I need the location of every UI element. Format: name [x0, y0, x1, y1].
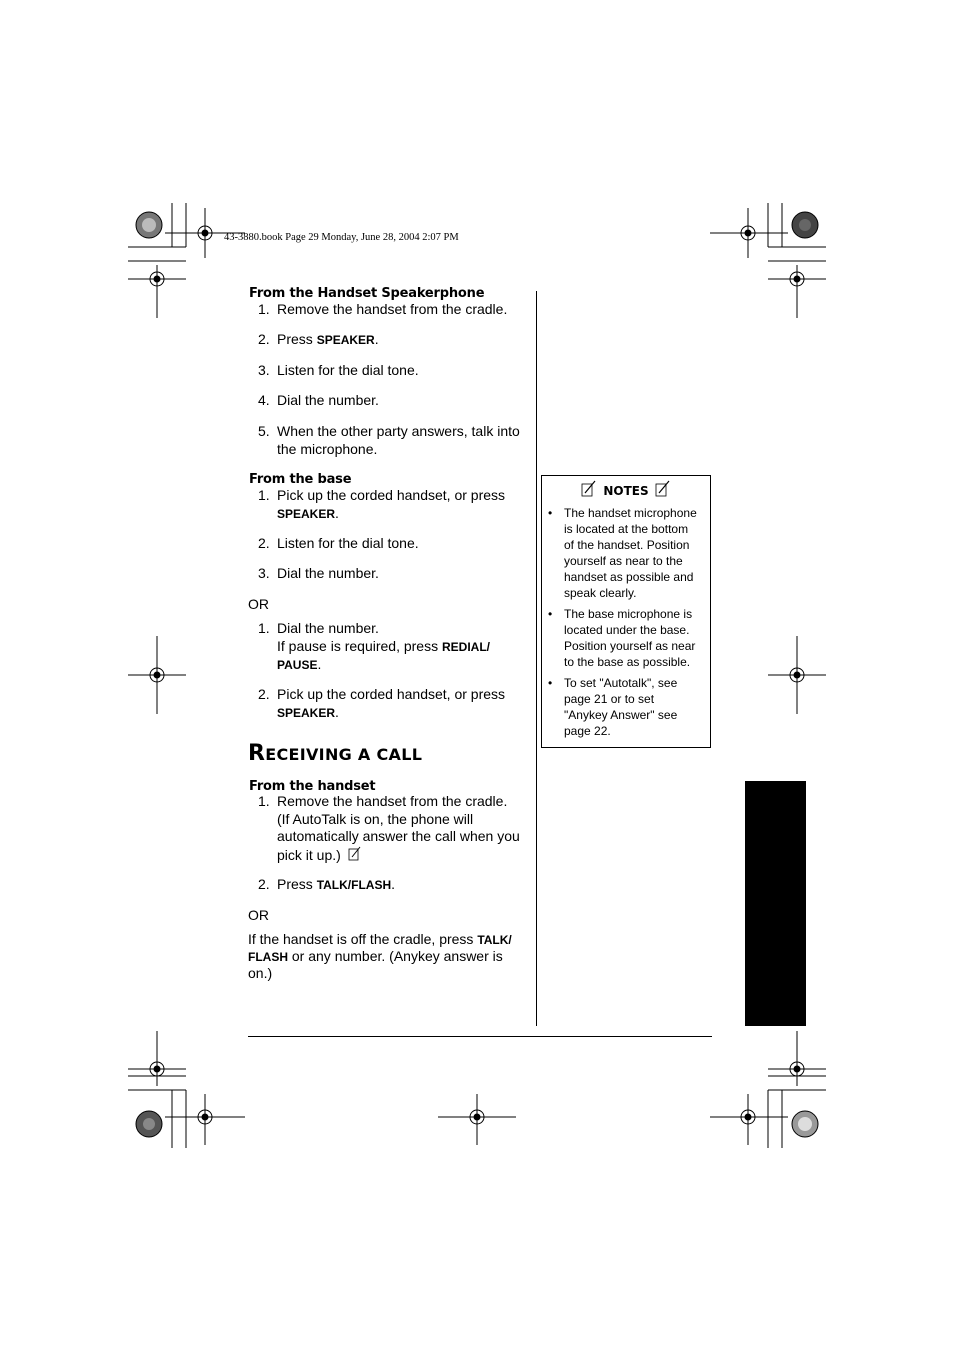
step-number: 1. [258, 487, 270, 503]
speaker-key: SPEAKER [277, 705, 336, 720]
density-target-icon [136, 212, 818, 1137]
note-item: • The handset microphone is located at the bottom of the handset. Position yourself as near to the handset as possible and speak clearly. [548, 506, 697, 600]
receiving-step-2 [249, 876, 531, 895]
notes-title: NOTES [603, 484, 649, 498]
flash-key: FLASH [248, 950, 288, 964]
anykey-paragraph: If the handset is off the cradle, press TALK/ FLASH or any number. (Anykey answer is on.) [248, 931, 512, 981]
speaker-key: SPEAKER [277, 506, 336, 521]
step-text: Listen for the dial tone. [277, 535, 419, 551]
note-pencil-icon [581, 480, 597, 498]
step-text: Dial the number. If pause is required, press REDIAL/ PAUSE. [277, 620, 490, 672]
step-number: 5. [258, 423, 270, 439]
note-item: • The base microphone is located under the base. Position yourself as near to the base as possible. [548, 607, 696, 669]
step-text: Press SPEAKER. [277, 331, 379, 347]
step-text: When the other party answers, talk into the microphone. [277, 423, 520, 457]
notes-header [542, 480, 710, 498]
step-text: Remove the handset from the cradle. (If AutoTalk is on, the phone will automatically answer the call when you pick it up.) [277, 793, 520, 863]
step-number: 2. [258, 331, 270, 347]
step-number: 3. [258, 565, 270, 581]
note-item: • To set "Autotalk", see page 21 or to set "Anykey Answer" see page 22. [548, 676, 678, 738]
step-number: 1. [258, 620, 270, 636]
step-text: Listen for the dial tone. [277, 362, 419, 378]
note-pencil-icon [655, 480, 671, 498]
base-step-3 [249, 565, 531, 583]
step-text: Dial the number. [277, 392, 379, 408]
step-number: 2. [258, 686, 270, 702]
pause-key: PAUSE [277, 658, 318, 672]
step-number: 2. [258, 876, 270, 892]
base-step-1 [249, 487, 531, 523]
talk-key: TALK/ [477, 933, 512, 947]
handset-heading: From the handset [249, 779, 376, 794]
footer-rule [248, 1036, 712, 1037]
step-text: Press TALK/FLASH. [277, 876, 396, 892]
speakerphone-step-3 [249, 362, 531, 380]
notes-box [541, 475, 711, 748]
base-heading: From the base [249, 472, 352, 487]
step-number: 3. [258, 362, 270, 378]
base-alt-step-1 [249, 620, 531, 675]
or-label: OR [248, 596, 269, 612]
base-step-2 [249, 535, 531, 553]
speakerphone-step-4 [249, 392, 531, 410]
step-number: 2. [258, 535, 270, 551]
receiving-step-1 [249, 793, 531, 864]
speakerphone-step-2 [249, 331, 531, 350]
chapter-tab [745, 781, 806, 1026]
step-text: Pick up the corded handset, or press SPEAKER. [277, 686, 506, 720]
base-alt-step-2 [249, 686, 531, 722]
speakerphone-heading: From the Handset Speakerphone [249, 286, 485, 301]
talk-flash-key: TALK/FLASH [316, 878, 392, 892]
step-number: 1. [258, 301, 270, 317]
step-text: Remove the handset from the cradle. [277, 301, 508, 317]
file-info-header: 43-3880.book Page 29 Monday, June 28, 2004 2:07 PM [224, 232, 459, 243]
speakerphone-step-5 [249, 423, 531, 458]
speakerphone-step-1 [249, 301, 531, 319]
step-text: Pick up the corded handset, or press SPEAKER. [277, 487, 506, 521]
section-title: RECEIVING A CALL [248, 741, 423, 766]
step-text: Dial the number. [277, 565, 379, 581]
note-pencil-icon [348, 846, 362, 862]
or-label: OR [248, 907, 269, 923]
redial-key: REDIAL/ [441, 639, 490, 654]
step-number: 1. [258, 793, 270, 809]
step-number: 4. [258, 392, 270, 408]
column-divider [536, 291, 537, 1026]
speaker-key: SPEAKER [316, 333, 375, 347]
